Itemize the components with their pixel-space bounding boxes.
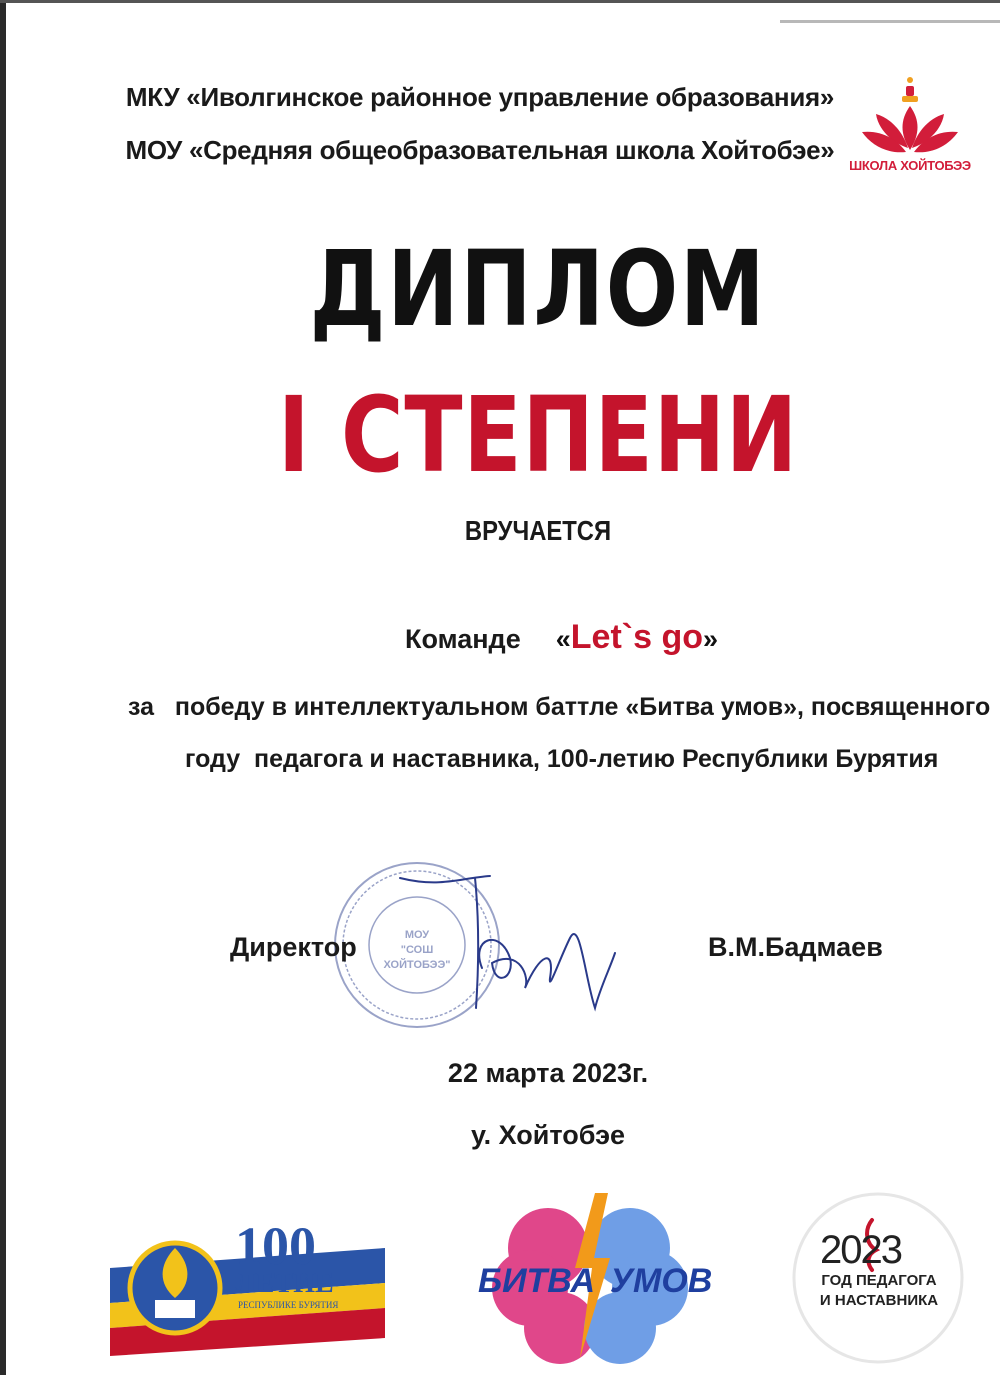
- director-role: Директор: [230, 932, 357, 962]
- year-text-1: ГОД ПЕДАГОГА: [821, 1272, 937, 1289]
- centenary-word: ЛЕТИЕ: [235, 1268, 334, 1299]
- diploma-title: ДИПЛОМ: [309, 228, 767, 350]
- scan-left-edge: [0, 0, 6, 1375]
- centenary-sub: РЕСПУБЛИКЕ БУРЯТИЯ: [238, 1300, 339, 1310]
- header-line-2: МОУ «Средняя общеобразовательная школа Хойтобэе»: [125, 135, 835, 165]
- issue-date: 22 марта 2023г.: [447, 1058, 649, 1088]
- director-name: В.М.Бадмаев: [708, 932, 883, 962]
- team-line: [405, 618, 718, 657]
- battle-word-2: УМОВ: [610, 1262, 713, 1300]
- diploma-degree: I СТЕПЕНИ: [277, 374, 799, 496]
- awarded-label: ВРУЧАЕТСЯ: [464, 515, 612, 546]
- svg-text:"СОШ: "СОШ: [400, 944, 434, 956]
- team-name: Let`s go: [570, 618, 703, 656]
- scan-top-edge: [0, 0, 1000, 3]
- centenary-number: 100: [235, 1216, 316, 1276]
- team-open-quote: «: [555, 624, 571, 654]
- team-close-quote: »: [703, 624, 719, 654]
- reason-line-1: за победу в интеллектуальном баттле «Битва умов», посвященного: [128, 693, 991, 721]
- director-signature: [380, 858, 620, 1018]
- header-line-1: МКУ «Иволгинское районное управление образования»: [125, 82, 835, 112]
- scan-top-right-edge: [780, 20, 1000, 23]
- school-logo-text: ШКОЛА ХОЙТОБЭЭ: [849, 158, 971, 173]
- year-text-2: И НАСТАВНИКА: [819, 1292, 939, 1309]
- reason-line-2: году педагога и наставника, 100-летию Республики Бурятия: [185, 745, 939, 773]
- team-label: Команде: [405, 624, 521, 654]
- svg-text:ХОЙТОБЭЭ": ХОЙТОБЭЭ": [383, 959, 451, 971]
- issue-place: у. Хойтобэе: [471, 1120, 625, 1150]
- year-number: 2023: [820, 1228, 901, 1272]
- battle-word-1: БИТВА: [478, 1262, 596, 1300]
- svg-text:МОУ: МОУ: [404, 929, 430, 941]
